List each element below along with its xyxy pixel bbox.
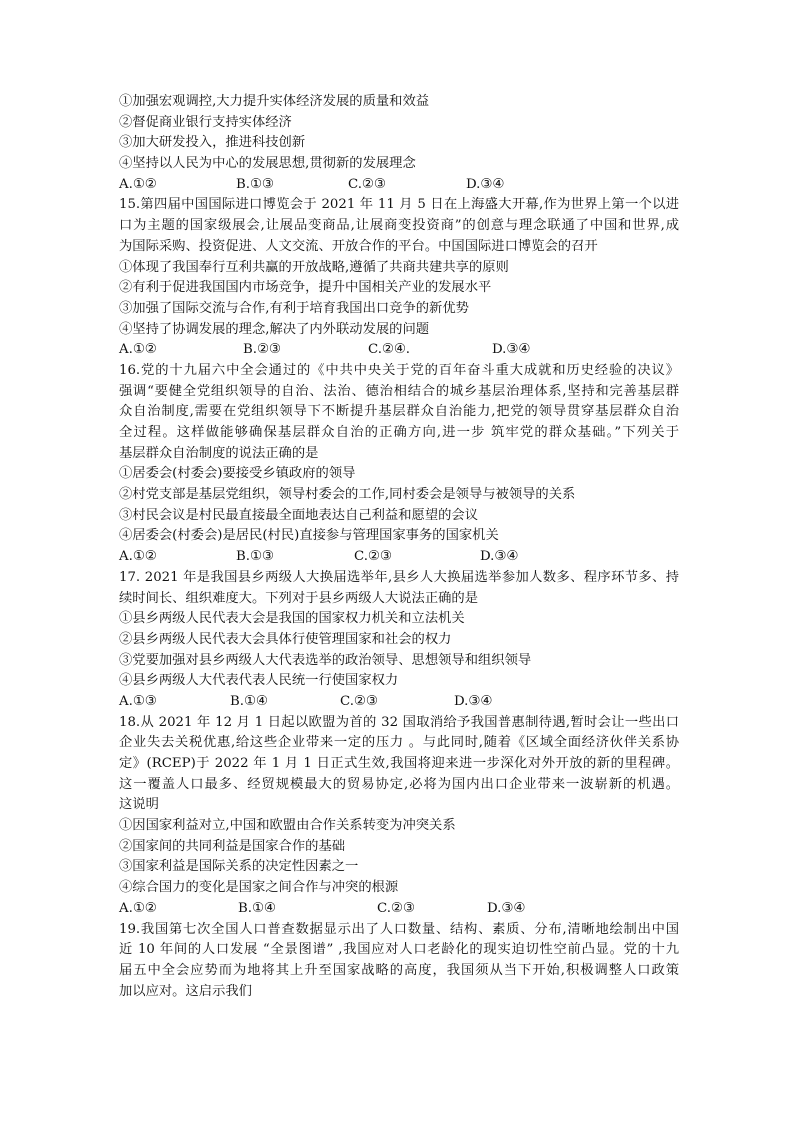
question-14 [119,92,679,195]
q18-option-c: C.②③ [377,900,415,916]
q16-stem-line-2: 强调“要健全党组织领导的自治、法治、德治相结合的城乡基层治理体系,坚持和完善基层群 [119,383,679,399]
q18-item-2: ②国家间的共同利益是国家合作的基础 [119,838,346,854]
q17-option-c: C.②③ [340,693,378,709]
q15-options [119,340,679,361]
q18-stem-line-4: 这一覆盖人口最多、经贸规模最大的贸易协定,必将为国内出口企业带来一波崭新的机遇。 [119,776,679,792]
q18-stem-line-3: 定》(RCEP)于 2022 年 1 月 1 日正式生效,我国将迎来进一步深化对外开放的新的里程碑。 [119,756,679,771]
q17-item-4: ④县乡两级人大代表代表人民统一行使国家权力 [119,673,399,689]
q15-item-2: ②有利于促进我国国内市场竞争，提升中国相关产业的发展水平 [119,280,492,296]
question-15 [119,195,679,361]
q16-item-3: ③村民会议是村民最直接最全面地表达自己利益和愿望的会议 [119,507,479,523]
q16-stem-line-1: 16.党的十九届六中全会通过的《中共中央关于党的百年奋斗重大成就和历史经验的决议》 [119,362,679,378]
q15-item-1: ①体现了我国奉行互利共赢的开放战略,遵循了共商共建共享的原则 [119,259,509,275]
q16-option-b: B.①③ [236,549,274,565]
q15-stem-line-1: 15.第四届中国国际进口博览会于 2021 年 11 月 5 日在上海盛大开幕,作为世界上第一个以进 [119,197,679,213]
q17-option-a: A.①③ [119,693,157,709]
q17-stem-line-1: 17. 2021 年是我国县乡两级人大换届选举年,县乡人大换届选举参加人数多、程序环节多、持 [119,569,679,585]
q15-item-3: ③加强了国际交流与合作,有利于培育我国出口竞争的新优势 [119,300,469,316]
q14-item-4: ④坚持以人民为中心的发展思想,贯彻新的发展理念 [119,156,416,172]
q14-option-a: A.①② [119,176,157,192]
q18-option-b: B.①④ [238,900,276,916]
q16-option-c: C.②③ [354,549,392,565]
q15-option-a: A.①② [119,342,157,358]
q16-stem-line-4: 全过程。这样做能够确保基层群众自治的正确方向,进一步 筑牢党的群众基础。”下列关于 [119,425,679,440]
q18-stem-line-2: 企业失去关税优惠,给这些企业带来一定的压力 。与此同时,随着《区域全面经济伙伴关系协 [119,735,679,751]
q18-item-3: ③国家利益是国际关系的决定性因素之一 [119,859,359,875]
q17-item-2: ②县乡两级人民代表大会具体行使管理国家和社会的权力 [119,631,452,647]
q15-stem-line-3: 为国际采购、投资促进、人文交流、开放合作的平台。中国国际进口博览会的召开 [119,238,598,254]
q15-stem-line-2: 口为主题的国家级展会,让展品变商品,让展商变投资商”的创意与理念联通了中国和世界,成 [119,218,679,234]
q14-options [119,175,679,196]
q15-option-c: C.②④. [368,342,410,358]
q15-item-4: ④坚持了协调发展的理念,解决了内外联动发展的问题 [119,321,430,337]
q16-option-a: A.①② [119,549,157,565]
question-17 [119,568,679,713]
q17-options [119,692,679,713]
q16-stem-line-5: 基层群众自治制度的说法正确的是 [119,445,319,461]
q17-stem-line-2: 续时间长、组织难度大。下列对于县乡两级人大说法正确的是 [119,590,479,606]
q17-item-3: ③党要加强对县乡两级人大代表选举的政治领导、思想领导和组织领导 [119,652,532,668]
q19-stem-line-3: 届五中全会应势而为地将其上升至国家战略的高度，我国须从当下开始,积极调整人口政策 [119,962,679,978]
q14-option-b: B.①③ [236,176,274,192]
q18-stem-line-5: 这说明 [119,797,159,813]
q16-stem-line-3: 众自治制度,需要在党组织领导下不断提升基层群众自治能力,把党的领导贯穿基层群众自治 [119,404,679,420]
q18-item-4: ④综合国力的变化是国家之间合作与冲突的根源 [119,880,399,896]
q14-item-2: ②督促商业银行支持实体经济 [119,114,292,130]
q15-option-d: D.③④ [492,342,531,358]
q16-options [119,547,679,568]
q18-stem-line-1: 18.从 2021 年 12 月 1 日起以欧盟为首的 32 国取消给予我国普惠制待遇,暂时会让一些出口 [119,714,679,730]
q19-stem-line-4: 加以应对。这启示我们 [119,983,252,999]
q14-item-1: ①加强宏观调控,大力提升实体经济发展的质量和效益 [119,94,430,109]
q17-item-1: ①县乡两级人民代表大会是我国的国家权力机关和立法机关 [119,611,465,627]
q14-option-d: D.③④ [466,176,505,192]
question-18 [119,713,679,920]
q19-stem-line-1: 19.我国第七次全国人口普查数据显示出了人口数量、结构、素质、分布,清晰地绘制出中国 [119,921,679,937]
question-19 [119,920,679,1003]
q17-option-b: B.①④ [230,693,268,709]
q18-options [119,899,679,920]
q16-item-1: ①居委会(村委会)要接受乡镇政府的领导 [119,466,356,482]
q18-item-1: ①因国家利益对立,中国和欧盟由合作关系转变为冲突关系 [119,818,456,834]
q18-option-a: A.①② [119,900,157,916]
q19-stem-line-2: 近 10 年间的人口发展 “全景图谱” ,我国应对人口老龄化的现实迫切性空前凸显。党的十九 [119,942,679,958]
q18-option-d: D.③④ [487,900,526,916]
q15-option-b: B.②③ [243,342,281,358]
q16-option-d: D.③④ [480,549,519,565]
q16-item-4: ④居委会(村委会)是居民(村民)直接参与管理国家事务的国家机关 [119,528,499,544]
q17-option-d: D.③④ [454,693,493,709]
exam-page [119,92,679,1002]
q14-option-c: C.②③ [348,176,386,192]
q14-item-3: ③加大研发投入，推进科技创新 [119,135,306,151]
q16-item-2: ②村党支部是基层党组织，领导村委会的工作,同村委会是领导与被领导的关系 [119,487,576,503]
question-16 [119,361,679,568]
